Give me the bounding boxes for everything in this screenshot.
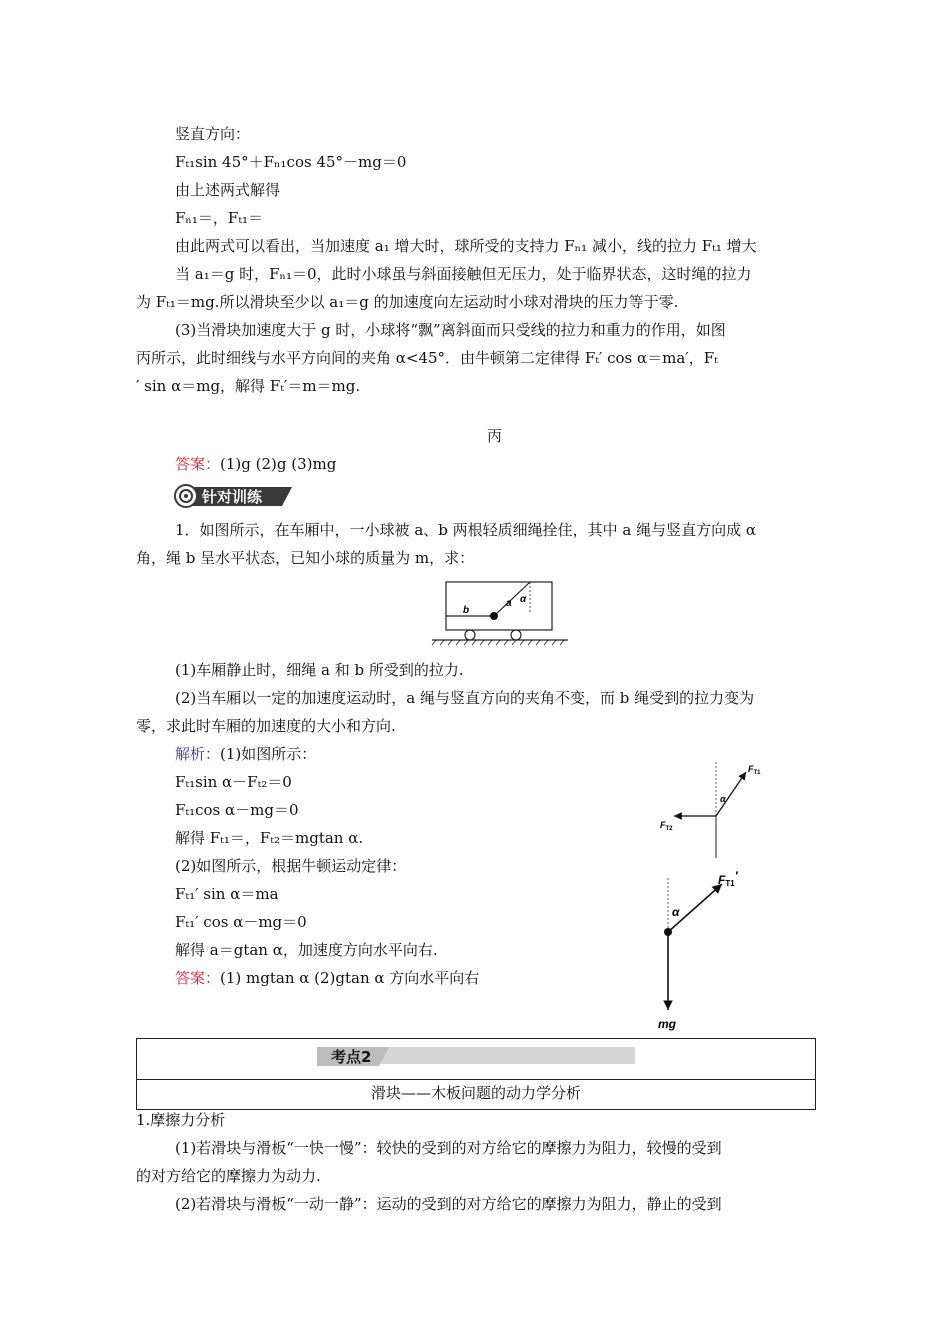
kaodian-box xyxy=(136,1038,816,1110)
text-line: 由此两式可以看出，当加速度 a₁ 增大时，球所受的支持力 Fₙ₁ 减小，线的拉力 Fₜ₁ 增大 xyxy=(175,237,757,255)
equation: 解得 Fₜ₁＝，Fₜ₂＝mgtan α. xyxy=(175,829,364,847)
text-line: (3)当滑块加速度大于 g 时，小球将“飘”离斜面而只受线的拉力和重力的作用，如图 xyxy=(175,321,726,339)
text-line: 当 a₁＝g 时，Fₙ₁＝0，此时小球虽与斜面接触但无压力，处于临界状态，这时绳的拉力 xyxy=(175,265,752,283)
text-line: 竖直方向： xyxy=(175,125,251,143)
sub-question: 零，求此时车厢的加速度的大小和方向. xyxy=(136,717,396,735)
sub-question: (1)车厢静止时，细绳 a 和 b 所受到的拉力. xyxy=(175,661,464,679)
question-text: 1．如图所示，在车厢中，一小球被 a、b 两根轻质细绳拴住，其中 a 绳与竖直方向成 α xyxy=(175,521,757,539)
label-ft1-prime: FT1′ xyxy=(718,869,738,888)
section-heading: 1.摩擦力分析 xyxy=(136,1111,226,1129)
sub-question: (2)当车厢以一定的加速度运动时，a 绳与竖直方向的夹角不变，而 b 绳受到的拉力变为 xyxy=(175,689,755,707)
ball xyxy=(664,928,672,936)
label-alpha: α xyxy=(720,794,726,804)
text-line: 为 Fₜ₁＝mg.所以滑块至少以 a₁＝g 的加速度向左运动时小球对滑块的压力等于零. xyxy=(136,293,679,311)
answer-label: 答案： xyxy=(175,969,221,987)
ground-hatch xyxy=(432,640,564,645)
answer-line xyxy=(175,454,336,474)
force-diagram-1 xyxy=(650,760,770,860)
label-ft1: $F_{T1}$ xyxy=(748,764,761,776)
question-text: 角，绳 b 呈水平状态，已知小球的质量为 m，求： xyxy=(136,549,475,567)
label-alpha: α xyxy=(672,905,680,919)
answer-label: 答案： xyxy=(175,455,221,473)
carriage-figure xyxy=(430,578,570,646)
text-line: (1)若滑块与滑板“一快一慢”：较快的受到的对方给它的摩擦力为阻力，较慢的受到 xyxy=(175,1139,722,1157)
solution-text: (1)如图所示： xyxy=(220,745,317,763)
section-banner xyxy=(174,484,294,508)
answer-line xyxy=(175,968,479,988)
wheel-left xyxy=(465,630,475,640)
equation: Fₜ₁′ cos α－mg＝0 xyxy=(175,913,307,931)
carriage-box xyxy=(446,582,552,630)
ball xyxy=(490,612,498,620)
label-alpha: α xyxy=(520,594,527,605)
kaodian-title: 滑块——木板问题的动力学分析 xyxy=(370,1084,581,1102)
text-line: (2)若滑块与滑板“一动一静”：运动的受到的对方给它的摩擦力为阻力，静止的受到 xyxy=(175,1195,722,1213)
answer-text: (1) mgtan α (2)gtan α 方向水平向右 xyxy=(220,969,480,987)
label-b: b xyxy=(463,605,470,616)
text-line: ′ sin α＝mg，解得 Fₜ′＝m＝mg. xyxy=(136,377,361,395)
text-line: 丙所示，此时细线与水平方向间的夹角 α<45°．由牛顿第二定律得 Fₜ′ cos α＝ma′，Fₜ xyxy=(136,349,718,367)
force-diagram-2 xyxy=(636,868,776,1038)
solution-label: 解析： xyxy=(175,745,221,763)
text-line: 的对方给它的摩擦力为动力. xyxy=(136,1167,321,1185)
banner-label: 针对训练 xyxy=(202,488,263,506)
solution-line xyxy=(175,744,316,764)
label-a: a xyxy=(506,598,512,609)
equation: Fₜ₁sin α－Fₜ₂＝0 xyxy=(175,773,292,791)
equation: 解得 a＝gtan α，加速度方向水平向右. xyxy=(175,941,438,959)
target-icon-dot xyxy=(184,494,188,498)
kaodian-badge-label: 考点2 xyxy=(331,1048,372,1066)
answer-text: (1)g (2)g (3)mg xyxy=(220,455,337,473)
wheel-right xyxy=(511,630,521,640)
label-mg: mg xyxy=(658,1017,676,1031)
equation: Fₜ₁sin 45°＋Fₙ₁cos 45°－mg＝0 xyxy=(175,153,407,171)
label-ft2: $F_{T2}$ xyxy=(660,820,673,832)
equation: Fₜ₁cos α－mg＝0 xyxy=(175,801,299,819)
figure-caption: 丙 xyxy=(487,427,503,445)
kaodian-divider xyxy=(137,1079,815,1080)
text-line: (2)如图所示，根据牛顿运动定律： xyxy=(175,857,407,875)
text-line: 由上述两式解得 xyxy=(175,181,281,199)
equation: Fₜ₁′ sin α＝ma xyxy=(175,885,279,903)
equation: Fₙ₁＝，Fₜ₁＝ xyxy=(175,209,264,227)
